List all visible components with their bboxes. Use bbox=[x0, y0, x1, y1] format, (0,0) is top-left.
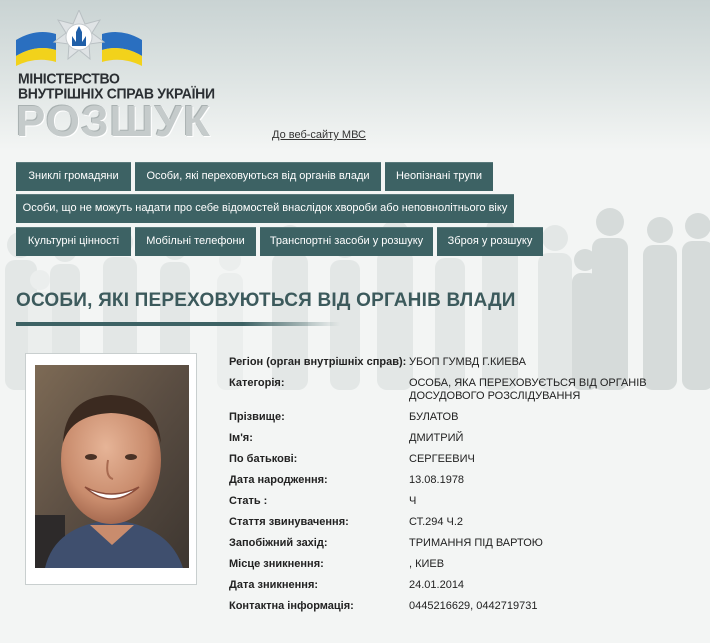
nav-unidentified-bodies[interactable]: Неопізнані трупи bbox=[385, 162, 493, 191]
title-underline bbox=[16, 322, 340, 326]
article-value: СТ.294 Ч.2 bbox=[409, 516, 464, 528]
article-label: Стаття звинувачення: bbox=[229, 516, 349, 528]
person-photo bbox=[35, 365, 189, 568]
brand-search-logo: РОЗШУК bbox=[16, 97, 211, 146]
name-label: Ім'я: bbox=[229, 432, 253, 444]
page-title: ОСОБИ, ЯКІ ПЕРЕХОВУЮТЬСЯ ВІД ОРГАНІВ ВЛАДИ bbox=[16, 290, 516, 311]
category-value: ОСОБА, ЯКА ПЕРЕХОВУЄТЬСЯ ВІД ОРГАНІВ ДОСУДОВОГО РОЗСЛІДУВАННЯ bbox=[409, 377, 647, 402]
sex-value: Ч bbox=[409, 495, 417, 507]
region-label: Регіон (орган внутрішніх справ): bbox=[229, 356, 407, 368]
brand-ministry-line-2: ВНУТРІШНІХ СПРАВ УКРАЇНИ bbox=[18, 84, 215, 102]
mvs-website-link[interactable]: До веб-сайту МВС bbox=[272, 129, 366, 141]
patronymic-label: По батькові: bbox=[229, 453, 298, 465]
place-value: , КИЕВ bbox=[409, 558, 445, 570]
surname-label: Прізвище: bbox=[229, 411, 285, 423]
category-label: Категорія: bbox=[229, 377, 285, 389]
name-value: ДМИТРИЙ bbox=[409, 432, 464, 444]
patronymic-value: СЕРГЕЕВИЧ bbox=[409, 453, 475, 465]
surname-value: БУЛАТОВ bbox=[409, 411, 459, 423]
contact-value: 0445216629, 0442719731 bbox=[409, 600, 538, 612]
brand-ministry-line: МІНІСТЕРСТВО bbox=[18, 69, 120, 87]
place-label: Місце зникнення: bbox=[229, 558, 324, 570]
sex-label: Стать : bbox=[229, 495, 268, 507]
nav-mobile-phones[interactable]: Мобільні телефони bbox=[135, 227, 256, 256]
nav-weapons[interactable]: Зброя у розшуку bbox=[437, 227, 543, 256]
region-value: УБОП ГУМВД Г.КИЕВА bbox=[409, 356, 526, 368]
nav-vehicles[interactable]: Транспортні засоби у розшуку bbox=[260, 227, 433, 256]
nav-hiding-from-authorities[interactable]: Особи, які переховуються від органів влади bbox=[135, 162, 381, 191]
nav-cultural-values[interactable]: Культурні цінності bbox=[16, 227, 131, 256]
person-photo-frame bbox=[25, 353, 197, 585]
birth-date-value: 13.08.1978 bbox=[409, 474, 465, 486]
measure-value: ТРИМАННЯ ПІД ВАРТОЮ bbox=[409, 537, 543, 549]
nav-missing-persons[interactable]: Зниклі громадяни bbox=[16, 162, 131, 191]
trident-star-emblem-icon bbox=[16, 10, 142, 66]
contact-label: Контактна інформація: bbox=[229, 600, 354, 612]
disappearance-date-label: Дата зникнення: bbox=[229, 579, 319, 591]
nav-unable-to-identify[interactable]: Особи, що не можуть надати про себе відомостей внаслідок хвороби або неповнолітнього віку bbox=[16, 194, 514, 223]
disappearance-date-value: 24.01.2014 bbox=[409, 579, 465, 591]
measure-label: Запобіжний захід: bbox=[229, 537, 328, 549]
birth-date-label: Дата народження: bbox=[229, 474, 328, 486]
